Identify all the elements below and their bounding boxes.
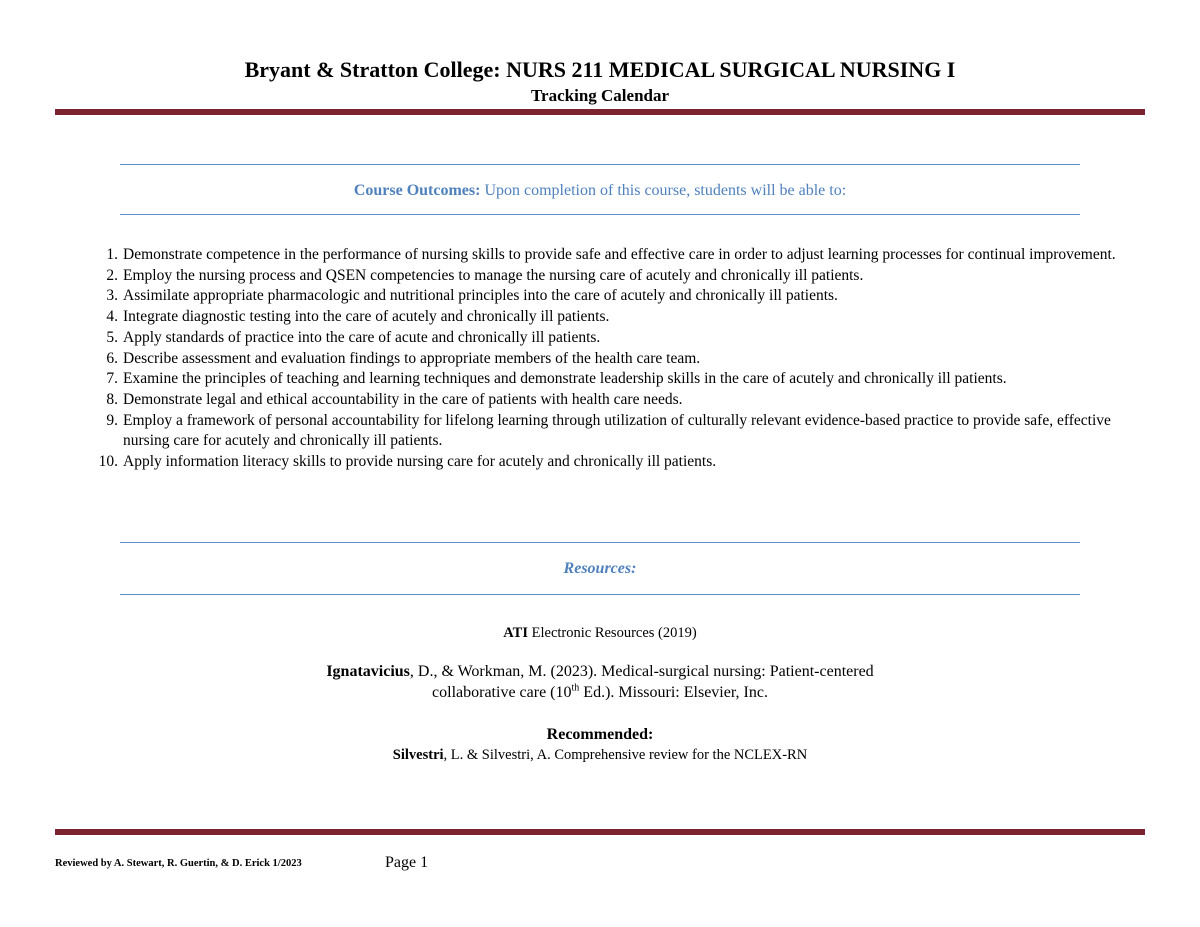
outcome-text: Assimilate appropriate pharmacologic and nutritional principles into the care of acutely and chronically ill patients. — [123, 287, 838, 305]
outcome-item — [90, 245, 1130, 266]
outcomes-rule-bottom — [120, 214, 1080, 215]
footer-divider — [55, 829, 1145, 835]
outcome-text: Apply standards of practice into the care of acute and chronically ill patients. — [123, 328, 601, 346]
resource-ignatavicius-line1 — [0, 662, 1200, 682]
outcome-item — [90, 349, 1130, 370]
resource-ignatavicius-edition-pre: collaborative care (10 — [432, 684, 572, 701]
outcome-number: 9. — [106, 411, 118, 429]
outcome-item — [90, 266, 1130, 287]
outcome-text: Demonstrate competence in the performance of nursing skills to provide safe and effective care in order to adjust learning processes for continual improvement. — [123, 246, 1116, 263]
outcomes-label: Course Outcomes: — [353, 182, 481, 199]
outcome-number: 6. — [106, 349, 118, 367]
outcome-text: Describe assessment and evaluation findings to appropriate members of the health care team. — [123, 349, 701, 367]
resource-ati-name: ATI — [503, 625, 528, 641]
outcomes-rule-top — [120, 164, 1080, 165]
outcome-number: 5. — [106, 328, 118, 346]
outcomes-list — [90, 245, 1130, 473]
header-divider — [55, 109, 1145, 115]
recommended-heading: Recommended: — [546, 726, 654, 743]
outcome-item — [90, 286, 1130, 307]
outcome-number: 10. — [98, 453, 118, 471]
resource-silvestri — [0, 746, 1200, 764]
outcome-item — [90, 411, 1130, 452]
outcome-text: Demonstrate legal and ethical accountability in the care of patients with health care needs. — [123, 390, 683, 408]
outcomes-intro: Upon completion of this course, students will be able to: — [484, 182, 847, 199]
outcome-item — [90, 452, 1130, 473]
outcome-text: Employ the nursing process and QSEN competencies to manage the nursing care of acutely and chronically ill patients. — [123, 266, 864, 284]
resource-ignatavicius-author: Ignatavicius — [326, 663, 410, 680]
resources-rule-bottom — [120, 594, 1080, 595]
outcome-text: Examine the principles of teaching and learning techniques and demonstrate leadership skills in the care of acutely and chronically ill patients. — [123, 370, 1007, 388]
outcome-item — [90, 369, 1130, 390]
outcome-number: 4. — [106, 308, 118, 326]
outcome-text: Apply information literacy skills to provide nursing care for acutely and chronically ill patients. — [123, 453, 717, 471]
reviewed-by-note: Reviewed by A. Stewart, R. Guertin, & D. Erick 1/2023 — [55, 858, 302, 869]
document-subtitle: Tracking Calendar — [530, 86, 670, 105]
document-title: Bryant & Stratton College: NURS 211 MEDICAL SURGICAL NURSING I — [244, 57, 956, 82]
resource-ignatavicius-citation: , D., & Workman, M. (2023). Medical-surgical nursing: Patient-centered — [409, 663, 874, 680]
outcome-item — [90, 390, 1130, 411]
outcome-number: 3. — [106, 287, 118, 305]
resource-ati-desc: Electronic Resources (2019) — [531, 625, 697, 641]
page-number: Page 1 — [385, 854, 429, 871]
outcomes-heading — [0, 181, 1200, 201]
resource-ignatavicius-publisher: Ed.). Missouri: Elsevier, Inc. — [579, 684, 768, 701]
outcome-item — [90, 328, 1130, 349]
resources-rule-top — [120, 542, 1080, 543]
resource-silvestri-author: Silvestri — [392, 747, 444, 763]
outcome-number: 1. — [106, 246, 118, 263]
resources-heading: Resources: — [563, 560, 637, 577]
resource-ati — [0, 624, 1200, 642]
resource-ignatavicius-edition-sup: th — [571, 682, 580, 694]
outcome-number: 2. — [106, 266, 118, 284]
outcome-number: 8. — [106, 390, 118, 408]
resource-ignatavicius-line2 — [0, 683, 1200, 703]
resource-silvestri-citation: , L. & Silvestri, A. Comprehensive review for the NCLEX-RN — [443, 747, 808, 763]
outcome-text: Integrate diagnostic testing into the care of acutely and chronically ill patients. — [123, 308, 610, 326]
outcome-text: Employ a framework of personal accountability for lifelong learning through utilization of culturally relevant evidence-based practice to provide safe, effective nursing care for acutely and chronically ill patients. — [123, 411, 1111, 450]
outcome-item — [90, 307, 1130, 328]
outcome-number: 7. — [106, 370, 118, 388]
